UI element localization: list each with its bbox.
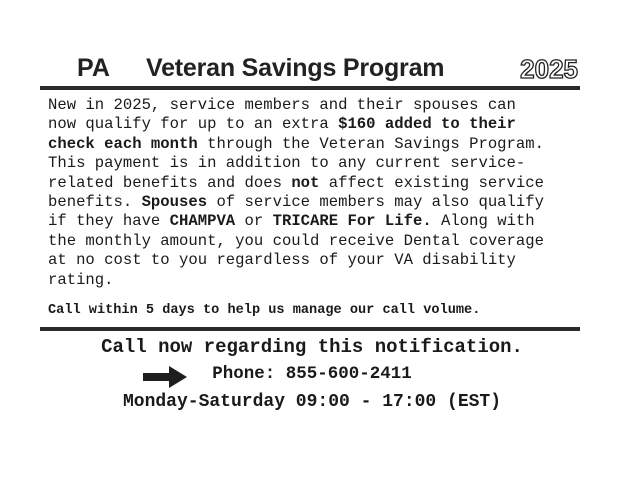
program-title: Veteran Savings Program [146, 54, 445, 82]
bottom-divider [40, 327, 580, 331]
body-line: check each month through the Veteran Savings Program. [48, 134, 544, 153]
emphasis-text: check each month [48, 134, 198, 153]
body-line: at no cost to you regardless of your VA disability [48, 251, 516, 270]
body-line: benefits. Spouses of service members may also qualify [48, 193, 544, 212]
emphasis-text: TRICARE For Life. [272, 212, 432, 231]
emphasis-text: Spouses [141, 193, 208, 212]
call-notice: Call within 5 days to help us manage our call volume. [48, 303, 481, 318]
cta-heading: Call now regarding this notification. [101, 336, 523, 358]
body-line: related benefits and does not affect existing service [48, 173, 544, 192]
emphasis-text: not [291, 173, 320, 192]
emphasis-text: CHAMPVA [169, 212, 236, 231]
body-line: New in 2025, service members and their spouses can [48, 96, 516, 114]
body-paragraph [48, 96, 570, 290]
body-line: This payment is in addition to any current service- [48, 154, 526, 173]
body-line: if they have CHAMPVA or TRICARE For Life. Along with [48, 212, 535, 231]
top-divider [40, 86, 580, 90]
body-line: the monthly amount, you could receive Dental coverage [48, 231, 544, 250]
year-label: 2025 [520, 54, 578, 84]
office-hours: Monday-Saturday 09:00 - 17:00 (EST) [122, 392, 502, 412]
body-line: rating. [48, 270, 114, 289]
body-line: now qualify for up to an extra $160 added to their [48, 115, 516, 134]
emphasis-text: $160 added to their [338, 115, 516, 134]
phone-number[interactable]: Phone: 855-600-2411 [212, 364, 412, 384]
state-label: PA [77, 54, 110, 82]
letter-header [40, 51, 584, 85]
